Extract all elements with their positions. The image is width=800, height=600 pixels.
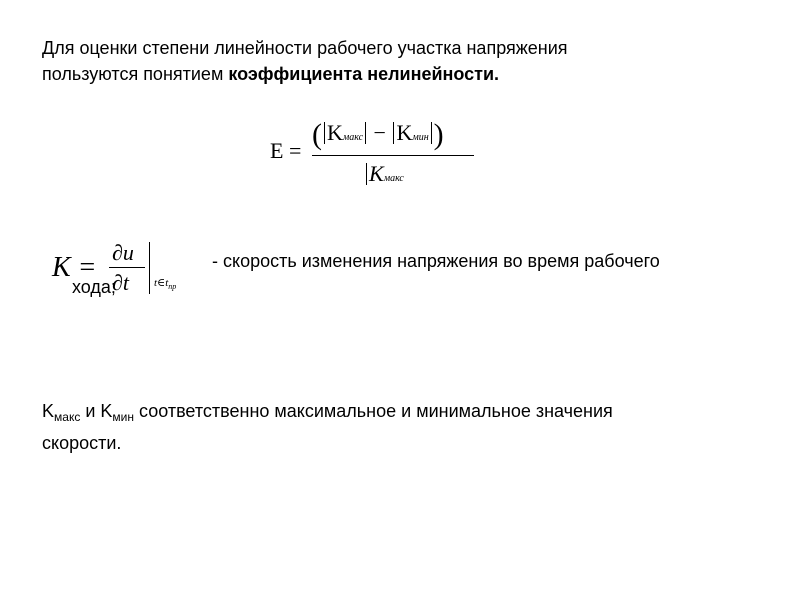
k-min-subscript: мин: [412, 132, 429, 143]
bottom-text-line-1: соответственно максимальное и минимальное значения: [134, 401, 613, 421]
k-max-den-subscript: макс: [383, 173, 404, 184]
k-max-subscript: макс: [342, 132, 364, 143]
speed-description-continuation: хода;: [72, 277, 116, 297]
formula-e-numerator: ( Kмакс − Kмин ): [312, 118, 444, 151]
k-max-label: K: [42, 401, 55, 421]
k-min-symbol: K: [396, 120, 413, 145]
formula-k-condition: $t\in t_{пр}$: [154, 277, 177, 292]
fraction-bar: [312, 155, 474, 156]
intro-paragraph: [42, 35, 742, 87]
k-max-symbol: K: [327, 120, 343, 145]
intro-line-2-prefix: пользуются понятием: [42, 64, 229, 84]
nonlinearity-formula: [268, 118, 483, 198]
bottom-paragraph: [42, 398, 762, 456]
bottom-text-line-2: скорости.: [42, 433, 122, 453]
formula-k-lhs: K =: [52, 252, 97, 283]
intro-line-2-bold: коэффициента нелинейности.: [228, 64, 500, 84]
speed-description: - скорость изменения напряжения во время рабочего: [212, 251, 660, 271]
formula-k-fraction-bar: [109, 267, 145, 268]
intro-line-1: Для оценки степени линейности рабочего участка напряжения: [42, 38, 568, 58]
evaluation-bar: [149, 242, 150, 294]
formula-e-denominator: [364, 161, 404, 187]
formula-k-numerator: ∂u: [112, 240, 134, 265]
k-max-label-subscript: макс: [54, 410, 81, 424]
k-min-label: K: [100, 401, 113, 421]
formula-e-lhs: E =: [270, 138, 302, 163]
formula-k-denominator: ∂t: [112, 270, 129, 295]
minus-sign: −: [373, 120, 386, 145]
and-word: и: [80, 401, 101, 421]
k-max-den-symbol: K: [369, 161, 384, 186]
k-min-label-subscript: мин: [112, 410, 134, 424]
